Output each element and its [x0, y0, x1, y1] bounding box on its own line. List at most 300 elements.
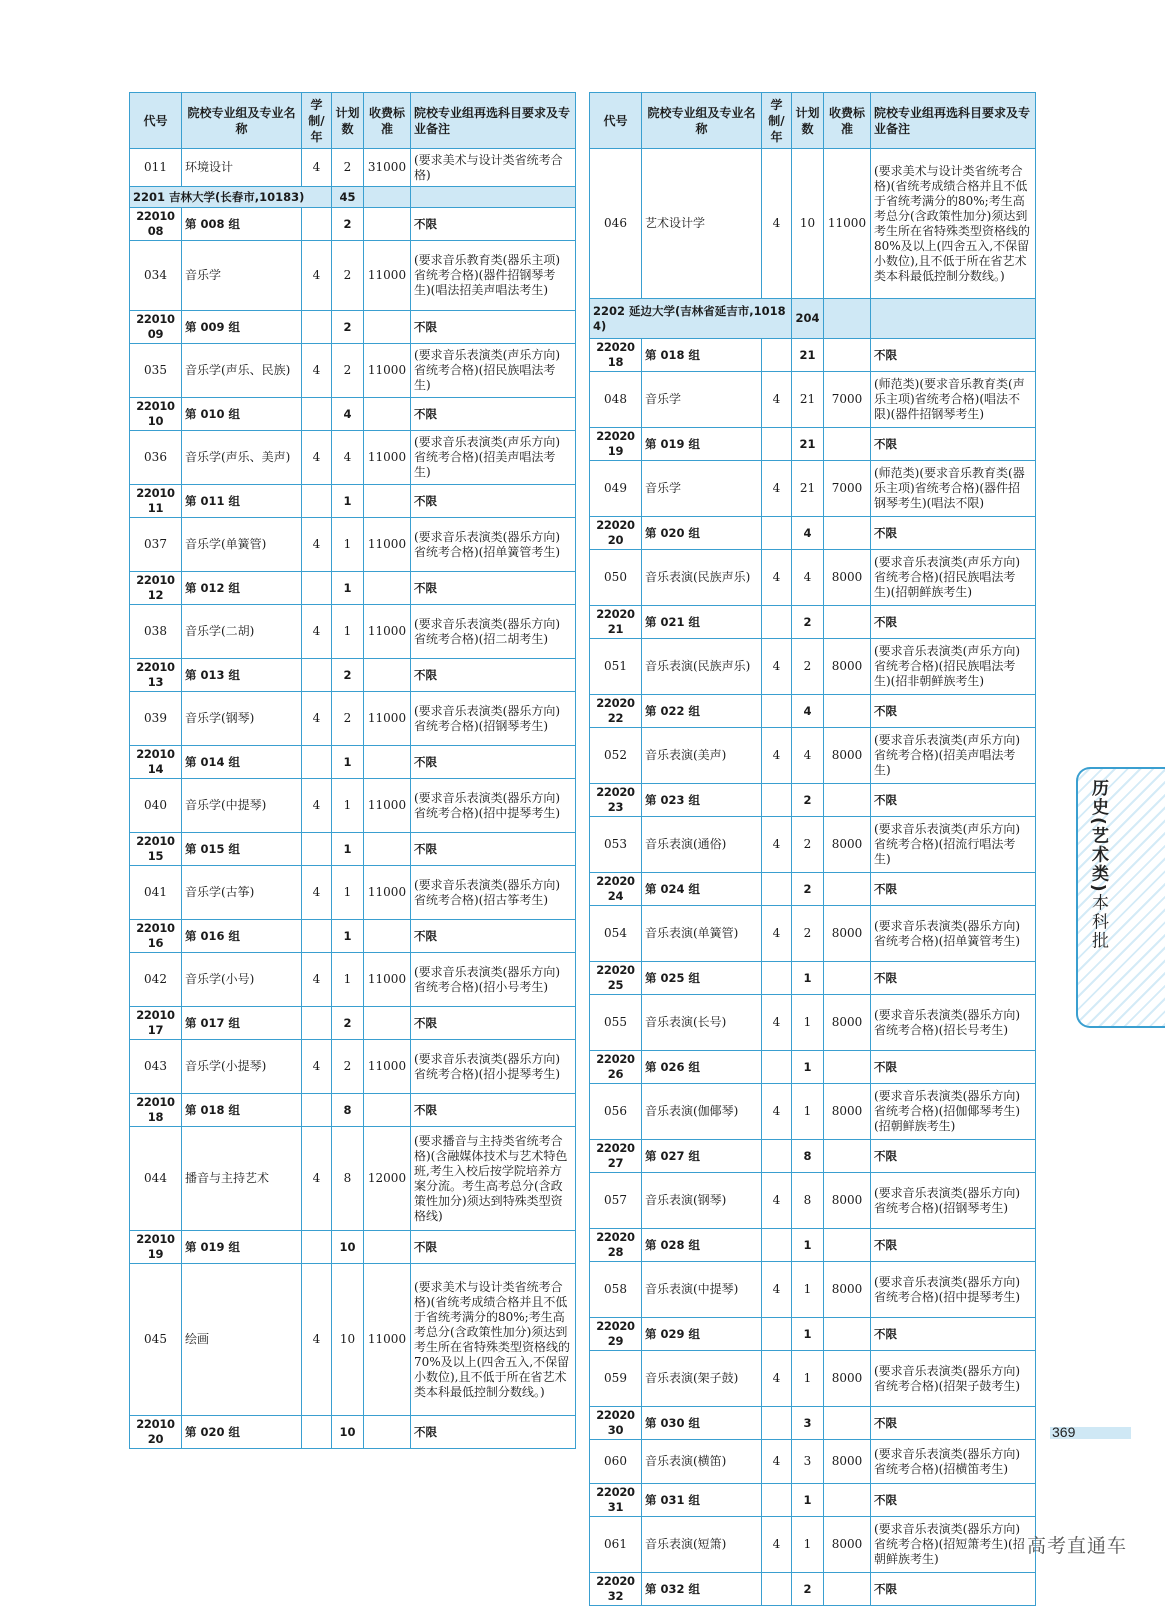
group-fee-cell [824, 1573, 871, 1606]
group-remark: 不限 [871, 1229, 1036, 1262]
major-name: 音乐表演(中提琴) [642, 1262, 762, 1318]
group-years-cell [762, 1229, 792, 1262]
major-remark: (要求音乐表演类(器乐方向)省统考合格)(招长号考生) [871, 995, 1036, 1051]
major-remark: (要求音乐表演类(器乐方向)省统考合格)(招二胡考生) [411, 605, 576, 659]
group-remark: 不限 [871, 1573, 1036, 1606]
group-row [130, 572, 576, 605]
major-code: 053 [590, 817, 642, 873]
group-plan: 4 [792, 695, 824, 728]
major-plan: 2 [332, 1040, 364, 1094]
major-years: 4 [762, 1262, 792, 1318]
group-fee-cell [364, 659, 411, 692]
group-row [590, 784, 1036, 817]
major-name: 环境设计 [182, 149, 302, 187]
group-row [590, 1318, 1036, 1351]
major-row [590, 639, 1036, 695]
table-header-row [130, 93, 576, 149]
group-years-cell [762, 873, 792, 906]
major-years: 4 [762, 728, 792, 784]
group-remark: 不限 [871, 1140, 1036, 1173]
major-code: 048 [590, 372, 642, 428]
major-row [130, 605, 576, 659]
group-years-cell [762, 339, 792, 372]
group-code: 2201019 [130, 1231, 182, 1264]
group-years-cell [762, 517, 792, 550]
group-plan: 2 [332, 1007, 364, 1040]
group-code: 2202025 [590, 962, 642, 995]
major-code: 034 [130, 241, 182, 311]
group-remark: 不限 [411, 1007, 576, 1040]
group-row [590, 695, 1036, 728]
group-row [590, 1051, 1036, 1084]
major-fee: 8000 [824, 1084, 871, 1140]
group-plan: 2 [332, 311, 364, 344]
group-remark: 不限 [411, 920, 576, 953]
major-name: 音乐表演(通俗) [642, 817, 762, 873]
major-name: 音乐学 [642, 372, 762, 428]
major-plan: 1 [332, 518, 364, 572]
major-plan: 4 [792, 550, 824, 606]
group-code: 2201014 [130, 746, 182, 779]
major-fee: 8000 [824, 906, 871, 962]
major-name: 音乐表演(民族声乐) [642, 639, 762, 695]
major-code: 042 [130, 953, 182, 1007]
group-row [130, 833, 576, 866]
major-remark: (要求音乐表演类(器乐方向)省统考合格)(招小提琴考生) [411, 1040, 576, 1094]
group-row [130, 398, 576, 431]
group-name: 第 020 组 [642, 517, 762, 550]
major-remark: (要求美术与设计类省统考合格)(省统考成绩合格并且不低于省统考满分的80%;考生高考总分(含政策性加分)须达到考生所在省特殊类型资格线的80%及以上(四舍五入,不保留小数位),且不低于所在省艺术类本科最低控制分数线。) [871, 149, 1036, 299]
group-code: 2202029 [590, 1318, 642, 1351]
major-fee: 11000 [364, 1264, 411, 1416]
group-name: 第 030 组 [642, 1407, 762, 1440]
major-years: 4 [302, 1127, 332, 1231]
group-remark: 不限 [411, 833, 576, 866]
major-row [590, 372, 1036, 428]
group-row [590, 517, 1036, 550]
admission-table-right [589, 92, 1036, 1606]
group-name: 第 014 组 [182, 746, 302, 779]
major-plan: 2 [792, 639, 824, 695]
major-plan: 1 [792, 1262, 824, 1318]
university-name: 2202 延边大学(吉林省延吉市,10184) [590, 299, 792, 339]
group-row [130, 1094, 576, 1127]
group-name: 第 010 组 [182, 398, 302, 431]
group-plan: 10 [332, 1231, 364, 1264]
major-plan: 2 [332, 344, 364, 398]
major-plan: 8 [332, 1127, 364, 1231]
group-fee-cell [824, 962, 871, 995]
major-years: 4 [762, 1517, 792, 1573]
major-code: 040 [130, 779, 182, 833]
major-code: 050 [590, 550, 642, 606]
group-name: 第 018 组 [182, 1094, 302, 1127]
major-fee: 7000 [824, 372, 871, 428]
major-name: 音乐表演(美声) [642, 728, 762, 784]
group-fee-cell [824, 784, 871, 817]
group-fee-cell [364, 1007, 411, 1040]
major-years: 4 [302, 779, 332, 833]
group-code: 2201011 [130, 485, 182, 518]
header-fee: 收费标准 [364, 93, 411, 149]
page-number: 369 [1052, 1424, 1076, 1440]
group-fee-cell [824, 1140, 871, 1173]
major-name: 音乐学 [182, 241, 302, 311]
group-plan: 2 [792, 1573, 824, 1606]
major-row [130, 149, 576, 187]
major-fee: 8000 [824, 728, 871, 784]
header-major-name: 院校专业组及专业名称 [182, 93, 302, 149]
major-fee: 7000 [824, 461, 871, 517]
group-plan: 3 [792, 1407, 824, 1440]
group-row [130, 311, 576, 344]
major-row [130, 518, 576, 572]
major-fee: 8000 [824, 1262, 871, 1318]
major-row [130, 953, 576, 1007]
major-code: 055 [590, 995, 642, 1051]
major-remark: (要求音乐表演类(声乐方向)省统考合格)(招民族唱法考生)(招非朝鲜族考生) [871, 639, 1036, 695]
major-code: 054 [590, 906, 642, 962]
group-row [130, 746, 576, 779]
major-row [130, 1040, 576, 1094]
group-years-cell [302, 1094, 332, 1127]
group-years-cell [762, 962, 792, 995]
group-plan: 1 [332, 746, 364, 779]
group-row [590, 606, 1036, 639]
group-plan: 1 [332, 572, 364, 605]
major-years: 4 [762, 817, 792, 873]
group-remark: 不限 [871, 1484, 1036, 1517]
major-row [590, 1173, 1036, 1229]
major-remark: (要求美术与设计类省统考合格)(省统考成绩合格并且不低于省统考满分的80%;考生高考总分(含政策性加分)须达到考生所在省特殊类型资格线的70%及以上(四舍五入,不保留小数位),且不低于所在省艺术类本科最低控制分数线。) [411, 1264, 576, 1416]
group-name: 第 027 组 [642, 1140, 762, 1173]
header-major-name: 院校专业组及专业名称 [642, 93, 762, 149]
major-code: 059 [590, 1351, 642, 1407]
group-row [130, 1416, 576, 1449]
group-plan: 4 [792, 517, 824, 550]
header-years: 学制/年 [762, 93, 792, 149]
group-remark: 不限 [411, 311, 576, 344]
major-fee: 8000 [824, 1173, 871, 1229]
header-code: 代号 [130, 93, 182, 149]
major-fee: 8000 [824, 1351, 871, 1407]
university-plan: 45 [332, 187, 364, 208]
major-row [590, 728, 1036, 784]
group-code: 2202022 [590, 695, 642, 728]
group-fee-cell [824, 1229, 871, 1262]
group-plan: 2 [332, 208, 364, 241]
major-years: 4 [302, 1040, 332, 1094]
group-row [130, 1007, 576, 1040]
group-code: 2201010 [130, 398, 182, 431]
major-name: 音乐学(钢琴) [182, 692, 302, 746]
group-plan: 1 [792, 962, 824, 995]
group-fee-cell [824, 1318, 871, 1351]
major-fee: 11000 [364, 692, 411, 746]
major-row [590, 550, 1036, 606]
major-years: 4 [302, 866, 332, 920]
group-remark: 不限 [411, 485, 576, 518]
university-name: 2201 吉林大学(长春市,10183) [130, 187, 332, 208]
major-years: 4 [302, 344, 332, 398]
group-years-cell [762, 1051, 792, 1084]
major-fee: 8000 [824, 639, 871, 695]
group-years-cell [302, 485, 332, 518]
major-years: 4 [302, 518, 332, 572]
group-name: 第 017 组 [182, 1007, 302, 1040]
major-remark: (要求美术与设计类省统考合格) [411, 149, 576, 187]
major-plan: 21 [792, 461, 824, 517]
group-row [590, 1229, 1036, 1262]
group-plan: 1 [332, 833, 364, 866]
major-code: 041 [130, 866, 182, 920]
major-years: 4 [762, 461, 792, 517]
major-name: 音乐学(中提琴) [182, 779, 302, 833]
group-name: 第 026 组 [642, 1051, 762, 1084]
major-code: 039 [130, 692, 182, 746]
major-fee: 11000 [364, 779, 411, 833]
group-name: 第 032 组 [642, 1573, 762, 1606]
group-remark: 不限 [411, 1231, 576, 1264]
major-years: 4 [302, 692, 332, 746]
group-name: 第 024 组 [642, 873, 762, 906]
major-years: 4 [762, 1351, 792, 1407]
group-row [130, 1231, 576, 1264]
group-remark: 不限 [871, 517, 1036, 550]
major-code: 043 [130, 1040, 182, 1094]
major-code: 011 [130, 149, 182, 187]
group-row [590, 1484, 1036, 1517]
group-fee-cell [364, 746, 411, 779]
major-name: 音乐表演(长号) [642, 995, 762, 1051]
group-fee-cell [364, 1094, 411, 1127]
group-row [590, 428, 1036, 461]
group-plan: 21 [792, 339, 824, 372]
major-row [590, 817, 1036, 873]
group-code: 2202018 [590, 339, 642, 372]
major-years: 4 [762, 906, 792, 962]
group-name: 第 009 组 [182, 311, 302, 344]
major-code: 035 [130, 344, 182, 398]
major-fee: 11000 [364, 431, 411, 485]
major-remark: (要求音乐表演类(器乐方向)省统考合格)(招横笛考生) [871, 1440, 1036, 1484]
group-code: 2201009 [130, 311, 182, 344]
major-name: 音乐学(单簧管) [182, 518, 302, 572]
major-plan: 2 [792, 906, 824, 962]
table-body-right [590, 149, 1036, 1606]
group-remark: 不限 [411, 1416, 576, 1449]
group-name: 第 028 组 [642, 1229, 762, 1262]
group-years-cell [762, 1140, 792, 1173]
major-plan: 21 [792, 372, 824, 428]
group-name: 第 031 组 [642, 1484, 762, 1517]
major-name: 音乐表演(钢琴) [642, 1173, 762, 1229]
side-tab-category: 历史(艺术类) [1088, 779, 1108, 894]
group-years-cell [302, 659, 332, 692]
major-years: 4 [762, 1440, 792, 1484]
group-years-cell [302, 398, 332, 431]
major-remark: (要求音乐表演类(器乐方向)省统考合格)(招中提琴考生) [871, 1262, 1036, 1318]
group-fee-cell [824, 695, 871, 728]
major-plan: 1 [792, 1084, 824, 1140]
major-years: 4 [762, 372, 792, 428]
group-fee-cell [364, 572, 411, 605]
group-years-cell [762, 1407, 792, 1440]
major-years: 4 [302, 605, 332, 659]
major-name: 音乐表演(单簧管) [642, 906, 762, 962]
major-code: 058 [590, 1262, 642, 1318]
group-code: 2201008 [130, 208, 182, 241]
major-remark: (要求音乐表演类(器乐方向)省统考合格)(招古筝考生) [411, 866, 576, 920]
group-code: 2202020 [590, 517, 642, 550]
major-row [130, 866, 576, 920]
group-fee-cell [824, 339, 871, 372]
university-remark-cell [411, 187, 576, 208]
group-fee-cell [364, 920, 411, 953]
major-code: 052 [590, 728, 642, 784]
major-remark: (要求音乐表演类(声乐方向)省统考合格)(招流行唱法考生) [871, 817, 1036, 873]
major-remark: (要求音乐表演类(器乐方向)省统考合格)(招短箫考生)(招朝鲜族考生) [871, 1517, 1036, 1573]
group-code: 2201020 [130, 1416, 182, 1449]
group-name: 第 018 组 [642, 339, 762, 372]
major-plan: 1 [792, 1351, 824, 1407]
major-row [590, 995, 1036, 1051]
major-name: 音乐表演(短箫) [642, 1517, 762, 1573]
university-fee-cell [364, 187, 411, 208]
group-name: 第 016 组 [182, 920, 302, 953]
major-plan: 1 [792, 995, 824, 1051]
watermark-text: 高考直通车 [1027, 1535, 1128, 1557]
university-plan: 204 [792, 299, 824, 339]
major-fee: 31000 [364, 149, 411, 187]
major-years: 4 [762, 1084, 792, 1140]
group-years-cell [762, 1484, 792, 1517]
major-remark: (要求音乐表演类(器乐方向)省统考合格)(招小号考生) [411, 953, 576, 1007]
major-name: 播音与主持艺术 [182, 1127, 302, 1231]
group-years-cell [302, 1231, 332, 1264]
group-name: 第 021 组 [642, 606, 762, 639]
major-fee: 8000 [824, 1440, 871, 1484]
group-fee-cell [364, 1231, 411, 1264]
university-row [590, 299, 1036, 339]
major-fee: 11000 [364, 518, 411, 572]
major-row [130, 344, 576, 398]
major-fee: 11000 [364, 1040, 411, 1094]
header-remark: 院校专业组再选科目要求及专业备注 [411, 93, 576, 149]
group-name: 第 020 组 [182, 1416, 302, 1449]
major-name: 音乐学 [642, 461, 762, 517]
group-remark: 不限 [411, 208, 576, 241]
group-remark: 不限 [411, 1094, 576, 1127]
group-plan: 21 [792, 428, 824, 461]
group-fee-cell [824, 428, 871, 461]
group-plan: 2 [792, 873, 824, 906]
group-remark: 不限 [871, 1407, 1036, 1440]
major-name: 音乐学(小提琴) [182, 1040, 302, 1094]
group-years-cell [762, 1573, 792, 1606]
group-plan: 8 [332, 1094, 364, 1127]
major-name: 音乐学(声乐、美声) [182, 431, 302, 485]
header-years: 学制/年 [302, 93, 332, 149]
major-name: 音乐表演(伽倻琴) [642, 1084, 762, 1140]
major-row [590, 149, 1036, 299]
group-years-cell [302, 1416, 332, 1449]
group-remark: 不限 [871, 695, 1036, 728]
group-fee-cell [364, 485, 411, 518]
group-years-cell [302, 1007, 332, 1040]
group-plan: 1 [792, 1318, 824, 1351]
group-name: 第 029 组 [642, 1318, 762, 1351]
group-plan: 8 [792, 1140, 824, 1173]
header-remark: 院校专业组再选科目要求及专业备注 [871, 93, 1036, 149]
major-row [130, 1127, 576, 1231]
major-plan: 10 [332, 1264, 364, 1416]
group-remark: 不限 [871, 339, 1036, 372]
group-code: 2202021 [590, 606, 642, 639]
major-fee: 11000 [364, 344, 411, 398]
major-fee: 11000 [824, 149, 871, 299]
group-code: 2202028 [590, 1229, 642, 1262]
major-code: 049 [590, 461, 642, 517]
major-row [590, 1517, 1036, 1573]
major-years: 4 [762, 149, 792, 299]
major-code: 060 [590, 1440, 642, 1484]
major-remark: (要求音乐表演类(器乐方向)省统考合格)(招伽倻琴考生)(招朝鲜族考生) [871, 1084, 1036, 1140]
major-remark: (要求音乐表演类(声乐方向)省统考合格)(招美声唱法考生) [871, 728, 1036, 784]
group-row [130, 485, 576, 518]
major-code: 038 [130, 605, 182, 659]
major-years: 4 [302, 241, 332, 311]
group-fee-cell [824, 606, 871, 639]
group-code: 2202031 [590, 1484, 642, 1517]
group-years-cell [302, 311, 332, 344]
group-remark: 不限 [871, 428, 1036, 461]
major-plan: 2 [332, 692, 364, 746]
admission-table-left [129, 92, 576, 1449]
table-header-row [590, 93, 1036, 149]
group-name: 第 019 组 [642, 428, 762, 461]
group-code: 2201015 [130, 833, 182, 866]
major-years: 4 [762, 639, 792, 695]
major-name: 音乐学(二胡) [182, 605, 302, 659]
major-row [130, 692, 576, 746]
group-years-cell [762, 428, 792, 461]
major-name: 绘画 [182, 1264, 302, 1416]
group-years-cell [302, 746, 332, 779]
group-years-cell [302, 208, 332, 241]
major-plan: 2 [332, 149, 364, 187]
group-code: 2202032 [590, 1573, 642, 1606]
major-remark: (师范类)(要求音乐教育类(声乐主项)省统考合格)(唱法不限)(器件招钢琴考生) [871, 372, 1036, 428]
major-remark: (要求音乐表演类(器乐方向)省统考合格)(招钢琴考生) [871, 1173, 1036, 1229]
major-plan: 2 [792, 817, 824, 873]
major-years: 4 [762, 995, 792, 1051]
major-name: 音乐表演(横笛) [642, 1440, 762, 1484]
group-fee-cell [824, 873, 871, 906]
major-name: 音乐学(古筝) [182, 866, 302, 920]
group-remark: 不限 [411, 746, 576, 779]
major-plan: 1 [332, 953, 364, 1007]
header-plan: 计划数 [792, 93, 824, 149]
group-name: 第 011 组 [182, 485, 302, 518]
major-plan: 8 [792, 1173, 824, 1229]
group-row [130, 659, 576, 692]
major-years: 4 [762, 1173, 792, 1229]
major-remark: (要求音乐表演类(器乐方向)省统考合格)(招单簧管考生) [871, 906, 1036, 962]
major-row [130, 241, 576, 311]
group-name: 第 023 组 [642, 784, 762, 817]
group-plan: 2 [792, 784, 824, 817]
